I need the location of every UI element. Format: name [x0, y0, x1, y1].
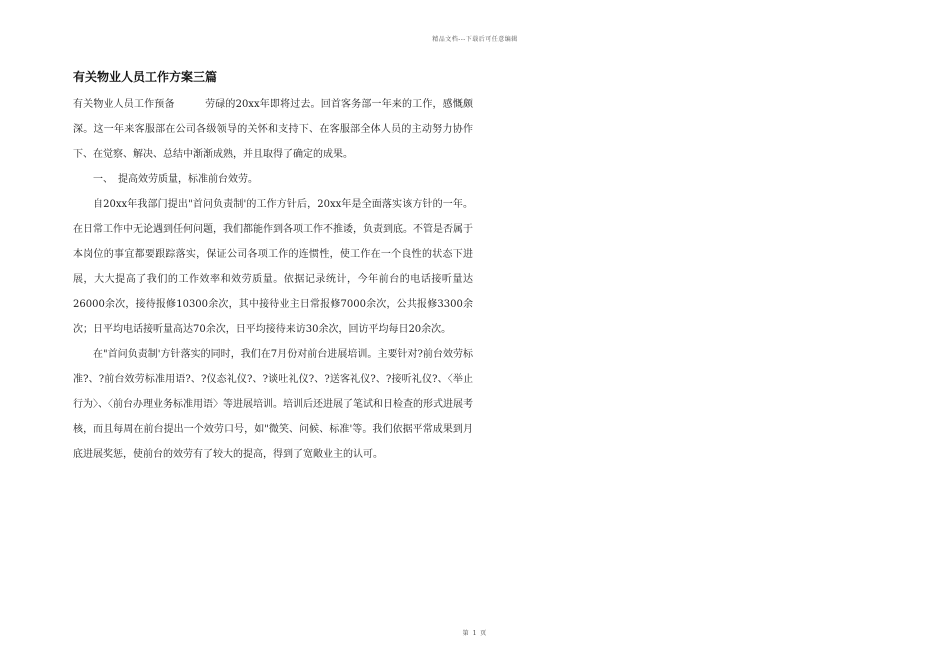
document-body	[73, 92, 473, 467]
paragraph-training: 在"首问负责制'方针落实的同时，我们在7月份对前台进展培训。主要针对?前台效劳标准?、?前台效劳标准用语?、?仪态礼仪?、?谈吐礼仪?、?送客礼仪?、?接听礼仪?、〈举止行为〉、〈前台办理业务标准用语〉等进展培训。培训后还进展了笔试和日检查的形式进展考核，而且每周在前台提出一个效劳口号，如"微笑、问候、标准'等。我们依据平常成果到月底进展奖惩，使前台的效劳有了较大的提高，得到了宽敞业主的认可。	[73, 349, 473, 460]
document-title: 有关物业人员工作方案三篇	[73, 70, 218, 84]
page-number: 第 1 页	[462, 630, 488, 637]
page-header: 精品文档---下载后可任意编辑	[432, 36, 518, 43]
paragraph-intro: 有关物业人员工作预备 劳碌的20xx年即将过去。回首客务部一年来的工作，感慨颇深。这一年来客服部在公司各级领导的关怀和支持下、在客服部全体人员的主动努力协作下、在觉察、解决、总结中渐渐成熟，并且取得了确定的成果。	[73, 99, 473, 160]
section-heading-1: 一、 提高效劳质量，标准前台效劳。	[93, 174, 258, 185]
paragraph-service-policy: 自20xx年我部门提出"首问负责制'的工作方针后，20xx年是全面落实该方针的一年。在日常工作中无论遇到任何问题，我们都能作到各项工作不推诿，负责到底。不管是否属于本岗位的事宜都要跟踪落实，保证公司各项工作的连惯性，使工作在一个良性的状态下进展，大大提高了我们的工作效率和效劳质量。依据记录统计，今年前台的电话接听量达26000余次，接待报修10300余次，其中接待业主日常报修7000余次，公共报修3300余次；日平均电话接听量高达70余次，日平均接待来访30余次，回访平均每日20余次。	[73, 199, 473, 335]
